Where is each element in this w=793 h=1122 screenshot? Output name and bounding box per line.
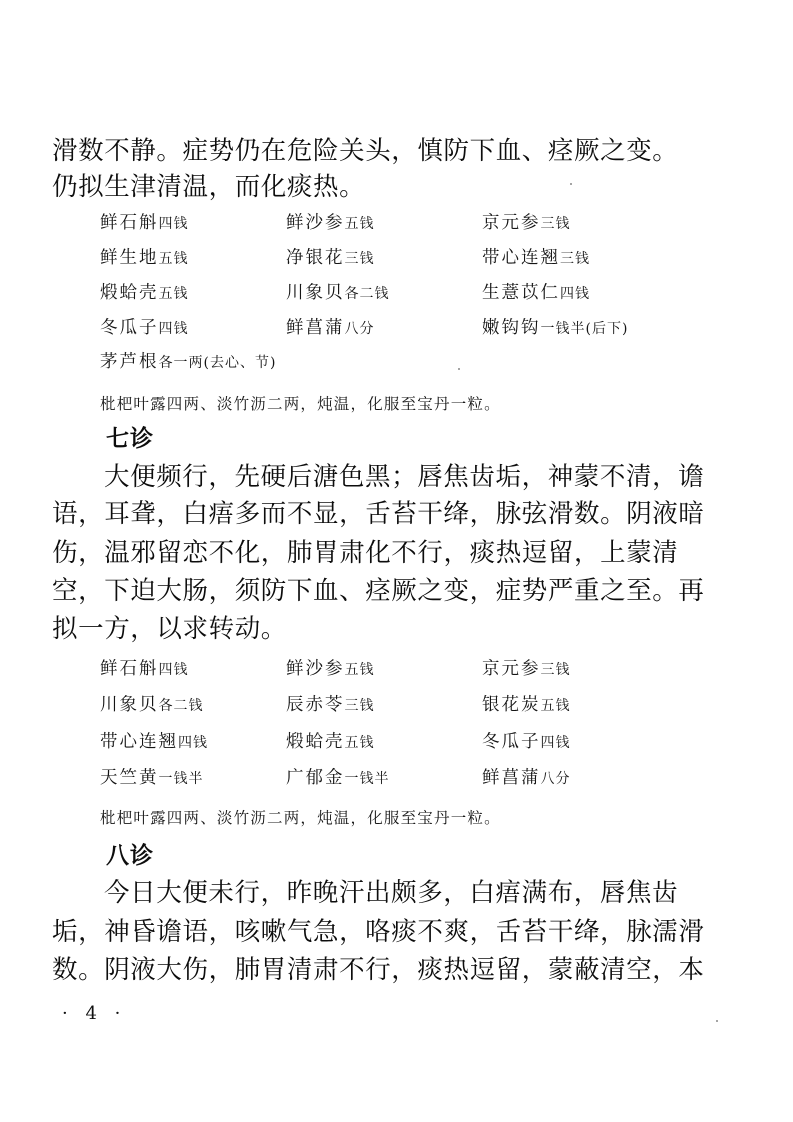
herb-item: 鲜菖蒲八分 [482, 768, 571, 788]
herb-item: 鲜生地五钱 [100, 248, 189, 268]
herb-item: 生薏苡仁四钱 [482, 283, 590, 303]
prescription-row [100, 349, 700, 375]
prescription-note: 枇杷叶露四两、淡竹沥二两，炖温，化服至宝丹一粒。 [100, 809, 501, 827]
herb-item: 广郁金一钱半 [286, 768, 390, 788]
herb-item: 天竺黄一钱半 [100, 768, 204, 788]
herb-item: 鲜菖蒲八分 [286, 318, 375, 338]
herb-item: 净银花三钱 [286, 248, 375, 268]
body-text-line: 大便频行，先硬后溏色黑；唇焦齿垢，神蒙不清，谵 [104, 462, 705, 492]
section-heading: 八诊 [106, 843, 154, 869]
herb-item: 嫩钩钩一钱半(后下) [482, 318, 629, 338]
herb-item: 京元参三钱 [482, 659, 571, 679]
herb-item: 茅芦根各一两(去心、节) [100, 352, 277, 372]
body-text-line: 拟一方，以求转动。 [52, 614, 287, 644]
body-text-line: 伤，温邪留恋不化，肺胃肃化不行，痰热逗留，上蒙清 [52, 538, 679, 568]
herb-item: 鲜石斛四钱 [100, 213, 189, 233]
prescription-row [100, 245, 700, 271]
herb-item: 川象贝各二钱 [100, 695, 204, 715]
herb-item: 辰赤苓三钱 [286, 695, 375, 715]
prescription-row [100, 210, 700, 236]
prescription-row [100, 729, 700, 755]
herb-item: 带心连翘三钱 [482, 248, 590, 268]
herb-item: 鲜沙参五钱 [286, 659, 375, 679]
herb-item: 银花炭五钱 [482, 695, 571, 715]
prescription-row [100, 280, 700, 306]
herb-item: 川象贝各二钱 [286, 283, 390, 303]
prescription-row [100, 692, 700, 718]
herb-item: 煅蛤壳五钱 [100, 283, 189, 303]
scan-speck [716, 1020, 718, 1022]
section-heading: 七诊 [106, 426, 154, 452]
herb-item: 京元参三钱 [482, 213, 571, 233]
scan-speck [458, 368, 460, 370]
herb-item: 冬瓜子四钱 [100, 318, 189, 338]
body-text-line: 语，耳聋，白痦多而不显，舌苔干绛，脉弦滑数。阴液暗 [52, 499, 705, 529]
body-text-line: 滑数不静。症势仍在危险关头，慎防下血、痉厥之变。 [52, 136, 679, 166]
page-number: · 4 · [62, 1003, 127, 1024]
herb-item: 带心连翘四钱 [100, 732, 208, 752]
herb-item: 煅蛤壳五钱 [286, 732, 375, 752]
body-text-line: 仍拟生津清温，而化痰热。 [52, 172, 366, 202]
body-text-line: 今日大便未行，昨晚汗出颇多，白痦满布，唇焦齿 [104, 878, 679, 908]
prescription-note: 枇杷叶露四两、淡竹沥二两，炖温，化服至宝丹一粒。 [100, 395, 501, 413]
prescription-row [100, 315, 700, 341]
prescription-row [100, 765, 700, 791]
body-text-line: 空，下迫大肠，须防下血、痉厥之变，症势严重之至。再 [52, 576, 705, 606]
herb-item: 鲜沙参五钱 [286, 213, 375, 233]
body-text-line: 数。阴液大伤，肺胃清肃不行，痰热逗留，蒙蔽清空，本 [52, 955, 705, 985]
scan-speck [570, 183, 572, 185]
herb-item: 冬瓜子四钱 [482, 732, 571, 752]
body-text-line: 垢，神昏谵语，咳嗽气急，咯痰不爽，舌苔干绛，脉濡滑 [52, 917, 705, 947]
herb-item: 鲜石斛四钱 [100, 659, 189, 679]
prescription-row [100, 656, 700, 682]
